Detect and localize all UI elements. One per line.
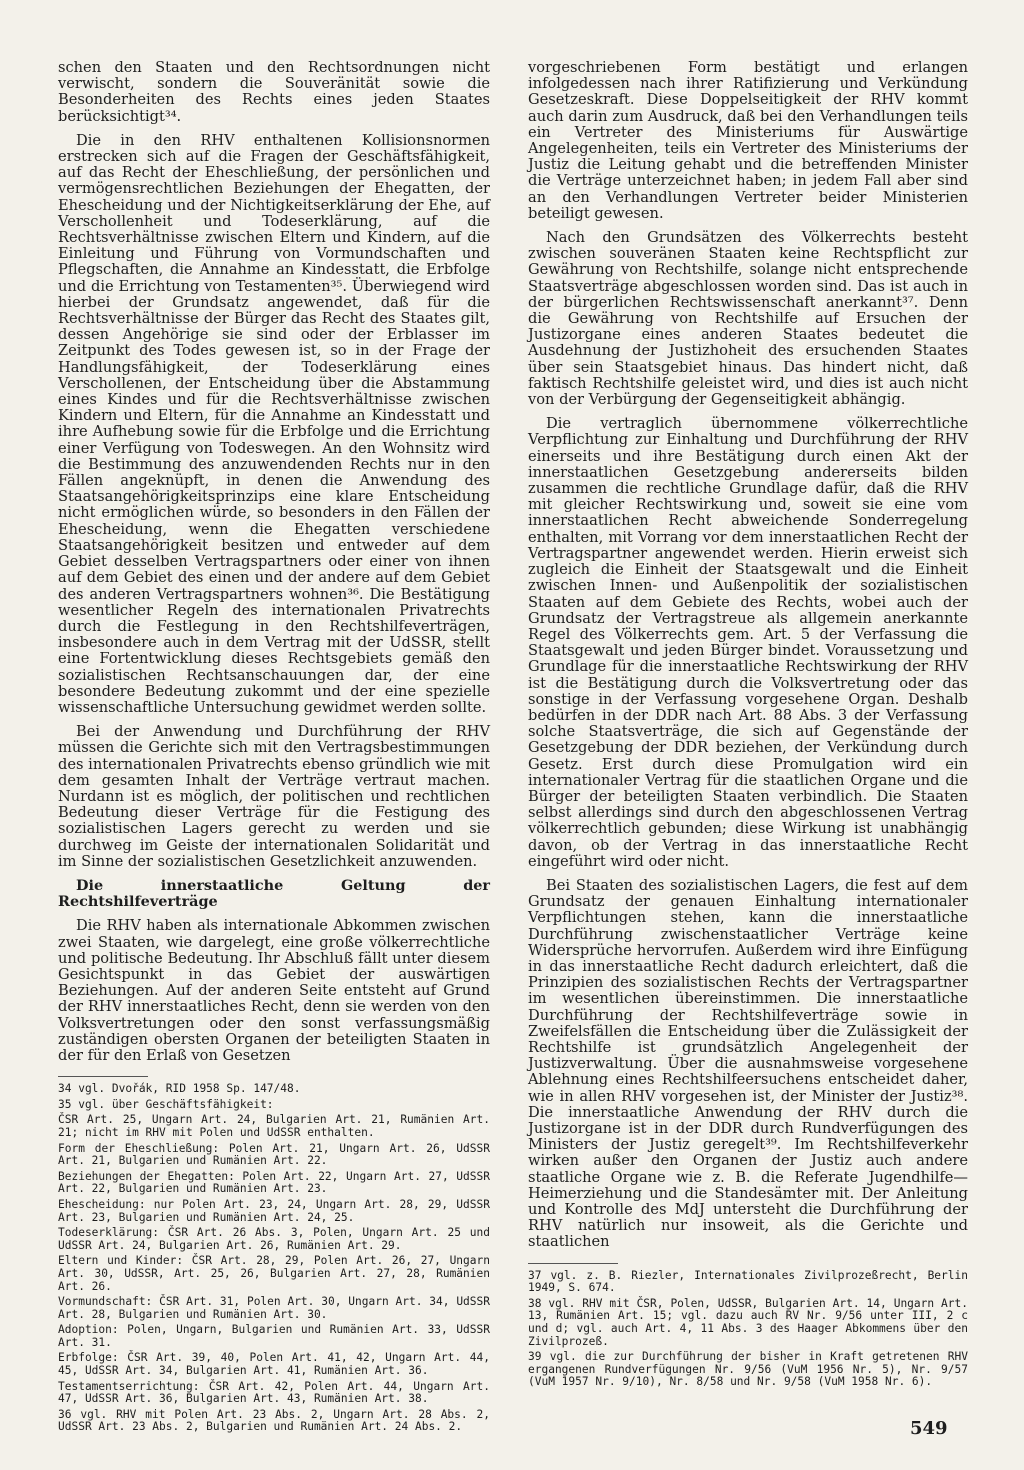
footnote: ČSR Art. 25, Ungarn Art. 24, Bulgarien Art. 21, Rumänien Art. 21; nicht im RHV mit Polen und UdSSR enthalten. <box>58 1113 490 1139</box>
footnote-divider <box>528 1263 618 1264</box>
footnote-divider <box>58 1076 148 1077</box>
footnote: Testamentserrichtung: ČSR Art. 42, Polen Art. 44, Ungarn Art. 47, UdSSR Art. 36, Bulgarien Art. 43, Rumänien Art. 38. <box>58 1379 490 1406</box>
footnote: Vormundschaft: ČSR Art. 31, Polen Art. 30, Ungarn Art. 34, UdSSR Art. 28, Bulgarien und Rumänien Art. 30. <box>58 1295 490 1321</box>
footnote: Beziehungen der Ehegatten: Polen Art. 22, Ungarn Art. 27, UdSSR Art. 22, Bulgarien und Rumänien Art. 23. <box>58 1169 490 1196</box>
footnote: Erbfolge: ČSR Art. 39, 40, Polen Art. 41, 42, Ungarn Art. 44, 45, UdSSR Art. 34, Bulgarien Art. 41, Rumänien Art. 36. <box>58 1351 490 1378</box>
footnote: 37 vgl. z. B. Riezler, Internationales Zivilprozeßrecht, Berlin 1949, S. 674. <box>528 1268 968 1295</box>
paragraph: Bei Staaten des sozialistischen Lagers, die fest auf dem Grundsatz der genauen Einhaltung internationaler Verpflichtungen stehen, kann die innerstaatliche Durchführung zwischenstaatlicher Verträge keine Widersprüche hervorrufen. Außerdem wird ihre Einfügung in das innerstaatliche Recht dadurch erleichtert, daß die Prinzipien des sozialistischen Rechts der Vertragspartner im wesentlichen übereinstimmen. Die innerstaatliche Durchführung der Rechtshilfeverträge sowie in Zweifelsfällen die Entscheidung über die Zulässigkeit der Rechtshilfe ist grundsätzlich Angelegenheit der Justizverwaltung. Über die ausnahmsweise vorgesehene Ablehnung eines Rechtshilfeersuchens entscheidet daher, wie in allen RHV vorgesehen ist, der Minister der Justiz³⁸. Die innerstaatliche Anwendung der RHV durch die Justizorgane ist in der DDR durch Rundverfügungen des Ministers der Justiz geregelt³⁹. Im Rechtshilfeverkehr wirken außer den Organen der Justiz auch andere staatliche Organe wie z. B. die Referate Jugendhilfe—Heimerziehung und die Standesämter mit. Der Anleitung und Kontrolle des MdJ untersteht die Durchführung der RHV natürlich nur insoweit, als die Gerichte und staatlichen <box>528 876 968 1251</box>
page-number: 549 <box>910 1418 948 1439</box>
paragraph: Nach den Grundsätzen des Völkerrechts besteht zwischen souveränen Staaten keine Rechtspflicht zur Gewährung von Rechtshilfe, solange nicht entsprechende Staatsverträge abgeschlossen worden sind. Das ist auch in der bürgerlichen Rechtswissenschaft anerkannt³⁷. Denn die Gewährung von Rechtshilfe auf Ersuchen der Justizorgane eines anderen Staates bedeutet die Ausdehnung der Justizhoheit des ersuchenden Staates über sein Staatsgebiet hinaus. Das hindert nicht, daß faktisch Rechtshilfe geleistet wird, und dies ist auch nicht von der Verbürgung der Gegenseitigkeit abhängig. <box>528 229 968 409</box>
footnote: 36 vgl. RHV mit Polen Art. 23 Abs. 2, Ungarn Art. 28 Abs. 2, UdSSR Art. 23 Abs. 2, Bulgarien und Rumänien Art. 24 Abs. 2. <box>58 1407 490 1434</box>
left-column <box>58 60 490 1437</box>
footnote: Form der Eheschließung: Polen Art. 21, Ungarn Art. 26, UdSSR Art. 21, Bulgarien und Rumänien Art. 22. <box>58 1141 490 1168</box>
right-column <box>528 60 968 1392</box>
paragraph: schen den Staaten und den Rechtsordnungen nicht verwischt, sondern die Souveränität sowie die Besonderheiten des Rechts eines jeden Staates berücksichtigt³⁴. <box>58 59 490 125</box>
footnote: Ehescheidung: nur Polen Art. 23, 24, Ungarn Art. 28, 29, UdSSR Art. 23, Bulgarien und Rumänien Art. 24, 25. <box>58 1197 490 1224</box>
footnote: Eltern und Kinder: ČSR Art. 28, 29, Polen Art. 26, 27, Ungarn Art. 30, UdSSR, Art. 25, 26, Bulgarien Art. 27, 28, Rumänien Art. 26. <box>58 1254 490 1293</box>
right-body-text <box>528 60 968 1251</box>
paragraph: vorgeschriebenen Form bestätigt und erlangen infolgedessen nach ihrer Ratifizierung und Verkündung Gesetzeskraft. Diese Doppelseitigkeit der RHV kommt auch darin zum Ausdruck, daß bei den Verhandlungen teils ein Vertreter des Ministeriums für Auswärtige Angelegenheiten, teils ein Vertreter des Ministeriums der Justiz die Leitung gehabt und die betreffenden Minister die Verträge unterzeichnet haben; in jedem Fall aber sind an den Verhandlungen Vertreter beider Ministerien beteiligt gewesen. <box>528 59 968 222</box>
paragraph: Die vertraglich übernommene völkerrechtliche Verpflichtung zur Einhaltung und Durchführung der RHV einerseits und ihre Bestätigung durch einen Akt der innerstaatlichen Gesetzgebung andererseits bilden zusammen die rechtliche Grundlage dafür, daß die RHV mit gleicher Rechtswirkung und, soweit sie eine vom innerstaatlichen Recht abweichende Sonderregelung enthalten, mit Vorrang vor dem innerstaatlichen Recht der Vertragspartner angewendet werden. Hierin erweist sich zugleich die Einheit der Staatsgewalt und die Einheit zwischen Innen- und Außenpolitik der sozialistischen Staaten auf dem Gebiete des Rechts, wobei auch der Grundsatz der Vertragstreue als allgemein anerkannte Regel des Völkerrechts gem. Art. 5 der Verfassung die Staatsgewalt und jeden Bürger bindet. Voraussetzung und Grundlage für die innerstaatliche Rechtswirkung der RHV ist die Bestätigung durch die Volksvertretung oder das sonstige in der Verfassung vorgesehene Organ. Deshalb bedürfen in der DDR nach Art. 88 Abs. 3 der Verfassung solche Staatsverträge, die sich auf Gegenstände der Gesetzgebung der DDR beziehen, der Verkündung durch Gesetz. Erst durch diese Promulgation wird ein internationaler Vertrag für die staatlichen Organe und die Bürger der beteiligten Staaten verbindlich. Die Staaten selbst allerdings sind durch den abgeschlossenen Vertrag völkerrechtlich gebunden; diese Wirkung ist unabhängig davon, ob der Vertrag in das innerstaatliche Recht eingeführt wird oder nicht. <box>528 415 968 870</box>
left-footnotes <box>58 1083 490 1434</box>
footnote: 34 vgl. Dvořák, RID 1958 Sp. 147/48. <box>58 1082 301 1096</box>
section-heading: Die innerstaatliche Geltung der Rechtshilfeverträge <box>58 876 490 911</box>
footnote: 39 vgl. die zur Durchführung der bisher in Kraft getretenen RHV ergangenen Rundverfügungen Nr. 9/56 (VuM 1956 Nr. 5), Nr. 9/57 (VuM 1957 Nr. 9/10), Nr. 8/58 und Nr. 9/58 (VuM 1958 Nr. 6). <box>528 1350 968 1389</box>
paragraph: Die RHV haben als internationale Abkommen zwischen zwei Staaten, wie dargelegt, eine große völkerrechtliche und politische Bedeutung. Ihr Abschluß fällt unter diesem Gesichtspunkt in das Gebiet der auswärtigen Beziehungen. Auf der anderen Seite entsteht auf Grund der RHV innerstaatliches Recht, denn sie werden von den Volksvertretungen oder den sonst verfassungsmäßig zuständigen obersten Organen der beteiligten Staaten in der für den Erlaß von Gesetzen <box>58 917 490 1064</box>
paragraph: Die in den RHV enthaltenen Kollisionsnormen erstrecken sich auf die Fragen der Geschäftsfähigkeit, auf das Recht der Eheschließung, der persönlichen und vermögensrechtlichen Beziehungen der Ehegatten, der Ehescheidung und der Nichtigkeitserklärung der Ehe, auf Verschollenheit und Todeserklärung, auf die Rechtsverhältnisse zwischen Eltern und Kindern, auf die Einleitung und Führung von Vormundschaften und Pflegschaften, die Annahme an Kindesstatt, die Erbfolge und die Errichtung von Testamenten³⁵. Überwiegend wird hierbei der Grundsatz angewendet, daß für die Rechtsverhältnisse der Bürger das Recht des Staates gilt, dessen Angehörige sie sind oder der Erblasser im Zeitpunkt des Todes gewesen ist, so in der Frage der Handlungsfähigkeit, der Todeserklärung eines Verschollenen, der Entscheidung über die Abstammung eines Kindes und für die Rechtsverhältnisse zwischen Kindern und Eltern, für die Annahme an Kindesstatt und ihre Aufhebung sowie für die Erbfolge und die Errichtung einer Verfügung von Todeswegen. An den Wohnsitz wird die Bestimmung des anzuwendenden Rechts nur in den Fällen angeknüpft, in denen die Anwendung des Staatsangehörigkeitsprinzips eine klare Entscheidung nicht ermöglichen würde, so besonders in den Fällen der Ehescheidung, wenn die Ehegatten verschiedene Staatsangehörigkeit besitzen und entweder auf dem Gebiet desselben Vertragspartners oder einer von ihnen auf dem Gebiet des einen und der andere auf dem Gebiet des anderen Vertragspartners wohnen³⁶. Die Bestätigung wesentlicher Regeln des internationalen Privatrechts durch die Festlegung in den Rechtshilfeverträgen, insbesondere auch in dem Vertrag mit der UdSSR, stellt eine Fortentwicklung dieses Rechtsgebiets gemäß den sozialistischen Rechtsanschauungen dar, der eine besondere Bedeutung zukommt und der eine spezielle wissenschaftliche Untersuchung gewidmet werden sollte. <box>58 131 490 716</box>
footnote: 38 vgl. RHV mit ČSR, Polen, UdSSR, Bulgarien Art. 14, Ungarn Art. 13, Rumänien Art. 15; vgl. dazu auch RV Nr. 9/56 unter III, 2 c und d; vgl. auch Art. 4, 11 Abs. 3 des Haager Abkommens über den Zivilprozeß. <box>528 1296 968 1348</box>
footnote: Todeserklärung: ČSR Art. 26 Abs. 3, Polen, Ungarn Art. 25 und UdSSR Art. 24, Bulgarien Art. 26, Rumänien Art. 29. <box>58 1226 490 1252</box>
paragraph: Bei der Anwendung und Durchführung der RHV müssen die Gerichte sich mit den Vertragsbestimmungen des internationalen Privatrechts ebenso gründlich wie mit dem gesamten Inhalt der Verträge vertraut machen. Nurdann ist es möglich, der politischen und rechtlichen Bedeutung dieser Verträge für die Festigung des sozialistischen Lagers gerecht zu werden und sie durchweg im Geiste der internationalen Solidarität und im Sinne der sozialistischen Gesetzlichkeit anzuwenden. <box>58 723 490 870</box>
footnote: Adoption: Polen, Ungarn, Bulgarien und Rumänien Art. 33, UdSSR Art. 31. <box>58 1323 490 1349</box>
left-body-text <box>58 60 490 1064</box>
footnote: 35 vgl. über Geschäftsfähigkeit: <box>58 1097 274 1111</box>
right-footnotes <box>528 1270 968 1389</box>
